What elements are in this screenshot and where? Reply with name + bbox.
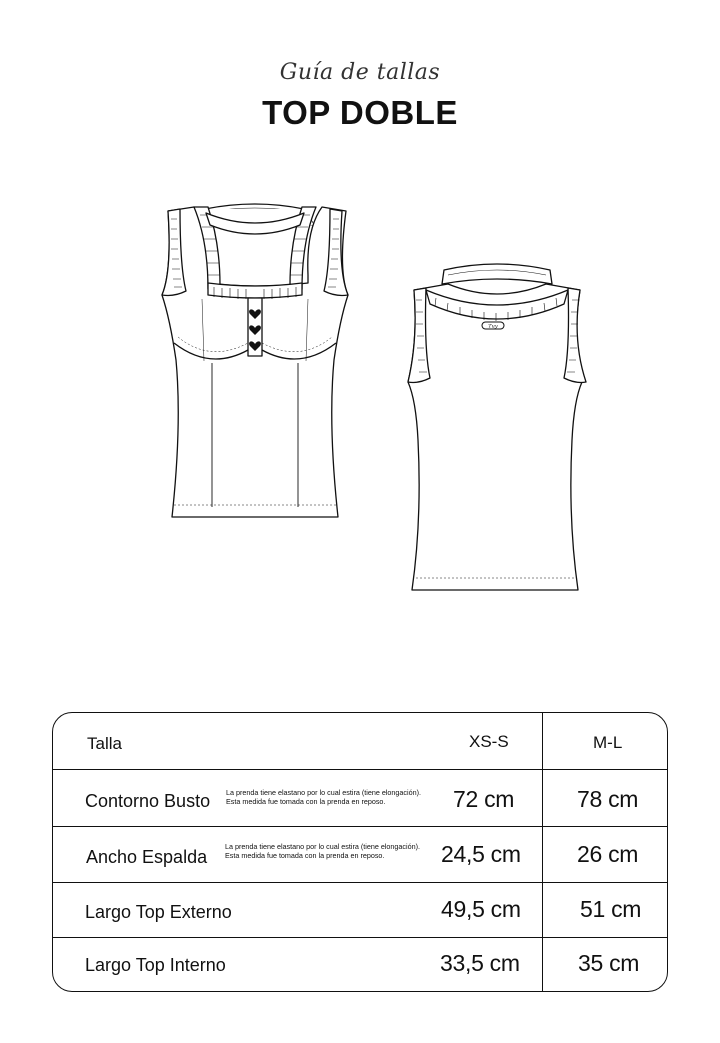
- row-label-largo-top-externo: Largo Top Externo: [85, 902, 232, 922]
- row-note-line1: La prenda tiene elastano por lo cual estira (tiene elongación).: [225, 842, 420, 851]
- size-m-l-header: M-L: [593, 733, 623, 752]
- row-label-largo-top-interno: Largo Top Interno: [85, 955, 226, 975]
- row-note-line2: Esta medida fue tomada con la prenda en reposo.: [226, 797, 386, 806]
- back-garment-illustration: [402, 260, 592, 595]
- product-title: TOP DOBLE: [262, 94, 458, 131]
- value-xs-s: 72 cm: [453, 786, 515, 812]
- value-xs-s: 24,5 cm: [441, 841, 521, 867]
- size-table: [52, 712, 668, 992]
- brand-label-text: Tuy: [488, 323, 498, 330]
- row-divider: [53, 937, 667, 938]
- size-xs-s-header: XS-S: [469, 732, 509, 751]
- row-label-contorno-busto: Contorno Busto: [85, 791, 211, 811]
- value-xs-s: 49,5 cm: [441, 896, 521, 922]
- row-divider: [53, 826, 667, 827]
- value-m-l: 78 cm: [577, 786, 639, 812]
- value-m-l: 26 cm: [577, 841, 639, 867]
- front-garment-illustration: [150, 185, 360, 530]
- column-divider: [542, 713, 543, 991]
- row-label-ancho-espalda: Ancho Espalda: [86, 847, 208, 867]
- value-m-l: 35 cm: [578, 950, 640, 976]
- row-note-line1: La prenda tiene elastano por lo cual estira (tiene elongación).: [226, 788, 421, 797]
- size-guide-subtitle: Guía de tallas: [279, 60, 441, 85]
- value-xs-s: 33,5 cm: [440, 950, 520, 976]
- value-m-l: 51 cm: [580, 896, 642, 922]
- row-divider: [53, 882, 667, 883]
- row-note-line2: Esta medida fue tomada con la prenda en reposo.: [225, 851, 385, 860]
- size-header-label: Talla: [87, 734, 122, 753]
- row-divider: [53, 769, 667, 770]
